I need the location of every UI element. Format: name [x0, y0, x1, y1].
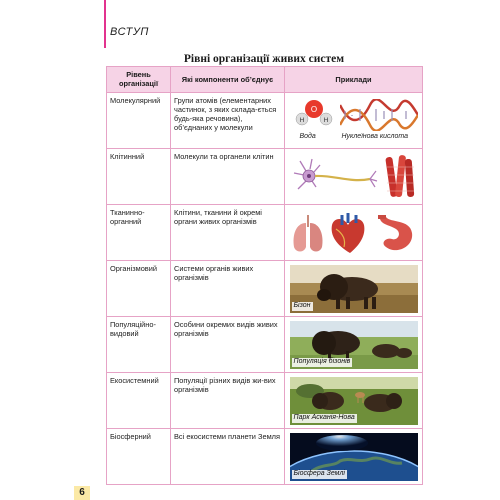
level-cell: Екосистемний	[107, 372, 171, 428]
example-caption: Нуклеїнова кислота	[341, 132, 409, 140]
table-title: Рівні організації живих систем	[183, 53, 345, 65]
ecosystem-example	[290, 377, 418, 425]
section-accent-line	[104, 0, 106, 48]
table-row	[107, 372, 423, 428]
section-label: ВСТУП	[110, 26, 149, 38]
examples-cell	[285, 372, 423, 428]
cellular-example	[290, 153, 418, 201]
heart-icon	[331, 213, 364, 253]
dna-helix-image	[340, 99, 418, 131]
components-cell: Групи атомів (елементарних частинок, з яких склада-ється будь-яка речовина), об’єднаних у молекули	[171, 92, 285, 148]
neuron-and-muscle-image	[290, 153, 418, 201]
stomach-icon	[378, 217, 412, 250]
levels-table	[106, 66, 423, 485]
level-cell: Біосферний	[107, 428, 171, 484]
components-cell: Всі екосистеми планети Земля	[171, 428, 285, 484]
components-cell: Популяції різних видів жи-вих організмів	[171, 372, 285, 428]
level-cell: Популяційно-видовий	[107, 316, 171, 372]
table-row	[107, 92, 423, 148]
components-cell: Системи органів живих організмів	[171, 260, 285, 316]
level-cell: Тканинно-органний	[107, 204, 171, 260]
atom-label: H	[323, 116, 328, 124]
organs-image	[290, 209, 418, 257]
header-level: Рівень організації	[107, 67, 171, 93]
example-caption: Парк Асканія-Нова	[293, 413, 355, 421]
population-example	[290, 321, 418, 369]
level-cell: Клітинний	[107, 148, 171, 204]
components-cell: Молекули та органели клітин	[171, 148, 285, 204]
page-number: 6	[74, 486, 90, 500]
organism-example	[290, 265, 418, 313]
components-cell: Особини окремих видів живих організмів	[171, 316, 285, 372]
example-caption: Біосфера Землі	[293, 469, 345, 477]
water-molecule-image	[292, 97, 336, 131]
example-caption: Вода	[299, 132, 316, 140]
lungs-icon	[293, 215, 322, 252]
components-cell: Клітини, тканини й окремі органи живих організмів	[171, 204, 285, 260]
examples-cell	[285, 428, 423, 484]
level-cell: Організмовий	[107, 260, 171, 316]
tissue-organ-example	[290, 209, 418, 257]
example-caption: Бізон	[293, 301, 311, 309]
table-row	[107, 148, 423, 204]
level-cell: Молекулярний	[107, 92, 171, 148]
atom-label: O	[310, 104, 317, 114]
header-components: Які компоненти об’єднує	[171, 67, 285, 93]
example-caption: Популяція бізонів	[293, 357, 351, 365]
examples-cell	[285, 92, 423, 148]
table-row	[107, 428, 423, 484]
table-row	[107, 260, 423, 316]
examples-cell	[285, 260, 423, 316]
examples-cell	[285, 148, 423, 204]
header-examples: Приклади	[285, 67, 423, 93]
biosphere-example	[290, 433, 418, 481]
table-row	[107, 316, 423, 372]
table-header-row	[107, 67, 423, 93]
examples-cell	[285, 316, 423, 372]
table-row	[107, 204, 423, 260]
examples-cell	[285, 204, 423, 260]
molecular-example	[290, 97, 418, 145]
atom-label: H	[299, 116, 304, 124]
